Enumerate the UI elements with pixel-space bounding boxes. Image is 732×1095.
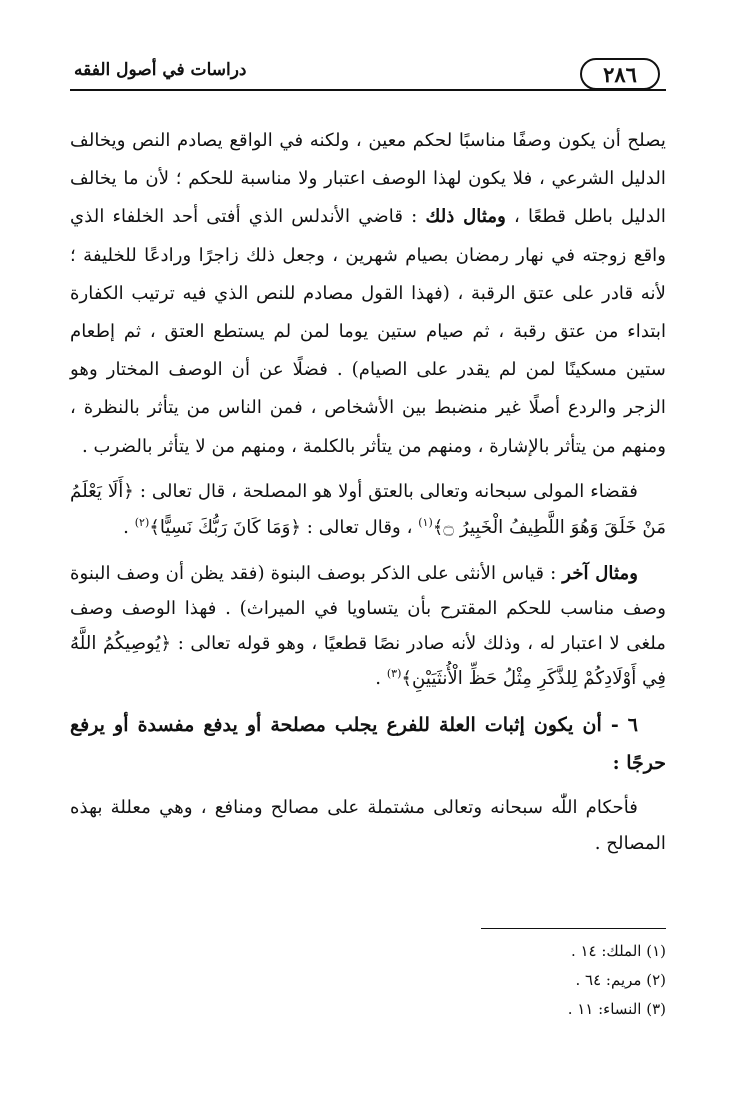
quran-verse-1: ﴿أَلَا يَعْلَمُ مَنْ خَلَقَ وَهُوَ اللَّطِيفُ الْخَبِيرُ ۝﴾ [70, 480, 666, 538]
paragraph-3-text-a: : قياس الأنثى على الذكر بوصف البنوة (فقد يظن أن وصف البنوة وصف مناسب للحكم المقترح بأن يتساويا في الميراث) . فهذا الوصف وصف ملغى لا اعتبار له ، وذلك لأنه صادر نصًا قطعيًا ، وهو قوله تعالى : [70, 562, 667, 654]
book-title: دراسات في أصول الفقه [74, 60, 247, 80]
paragraph-2 [70, 474, 666, 546]
footnote-ref-1[interactable]: (١) [418, 515, 433, 529]
footnote-1: (١) الملك: ١٤ . [570, 942, 666, 960]
page-header [70, 58, 666, 92]
footnote-ref-2[interactable]: (٢) [134, 515, 150, 529]
paragraph-2-text-b: ، وقال تعالى : [301, 516, 419, 538]
section-heading-6: ٦ - أن يكون إثبات العلة للفرع يجلب مصلحة أو يدفع مفسدة أو يرفع حرجًا : [70, 713, 666, 774]
paragraph-1-text-b: : قاضي الأندلس الذي أفتى أحد الخلفاء الذي واقع زوجته في نهار رمضان بصيام شهرين ، وجعل ذلك زاجرًا ورادعًا للخليفة ؛ لأنه قادر على عتق الرقبة ، (فهذا القول مصادم للنص الذي فيه ترتيب الكفارة ابتداء من عتق رقبة ، ثم صيام ستين يوما لمن لم يستطع العتق ، ثم إطعام ستين مسكينًا لمن لم يقدر على الصيام) . فضلًا عن أن الوصف المختار وهو الزجر والردع أصلًا غير منضبط بين الأشخاص ، فمن الناس من يتأثر بالنظرة ، ومنهم من يتأثر بالإشارة ، ومنهم من يتأثر بالكلمة ، ومنهم من لا يتأثر بالضرب . [70, 206, 666, 457]
quran-verse-3: ﴿يُوصِيكُمُ اللَّهُ فِي أَوْلَادِكُمْ لِلذَّكَرِ مِثْلُ حَظِّ الْأُنثَيَيْنِ﴾ [70, 632, 666, 689]
quran-verse-2: ﴿وَمَا كَانَ رَبُّكَ نَسِيًّا﴾ [149, 516, 302, 538]
example-term: ومثال ذلك [425, 206, 506, 228]
footnote-rule [481, 928, 666, 929]
paragraph-1 [70, 122, 666, 466]
header-rule [70, 89, 666, 91]
footnotes [70, 928, 666, 1024]
paragraph-2-text-c: . [123, 516, 135, 538]
paragraph-2-text-a: فقضاء المولى سبحانه وتعالى بالعتق أولا هو المصلحة ، قال تعالى : [133, 480, 638, 502]
footnote-2: (٢) مريم: ٦٤ . [575, 971, 666, 989]
footnote-ref-3[interactable]: (٣) [386, 666, 402, 680]
paragraph-4: فأحكام اللّٰه سبحانه وتعالى مشتملة على مصالح ومنافع ، وهي معللة بهذه المصالح . [70, 796, 666, 854]
page-number: ٢٨٦ [580, 58, 660, 90]
another-example-term: ومثال آخر [562, 562, 638, 584]
body-text [70, 122, 666, 862]
footnote-3: (٣) النساء: ١١ . [567, 1000, 666, 1018]
paragraph-3 [70, 556, 666, 696]
paragraph-1-text-a: يصلح أن يكون وصفًا مناسبًا لحكم معين ، ولكنه في الواقع يصادم النص ويخالف الدليل الشرعي ، فلا يكون لهذا الوصف اعتبار ولا مناسبة للحكم ؛ لأن ما يخالف الدليل باطل قطعًا ، [70, 130, 666, 228]
paragraph-3-text-b: . [375, 667, 387, 689]
